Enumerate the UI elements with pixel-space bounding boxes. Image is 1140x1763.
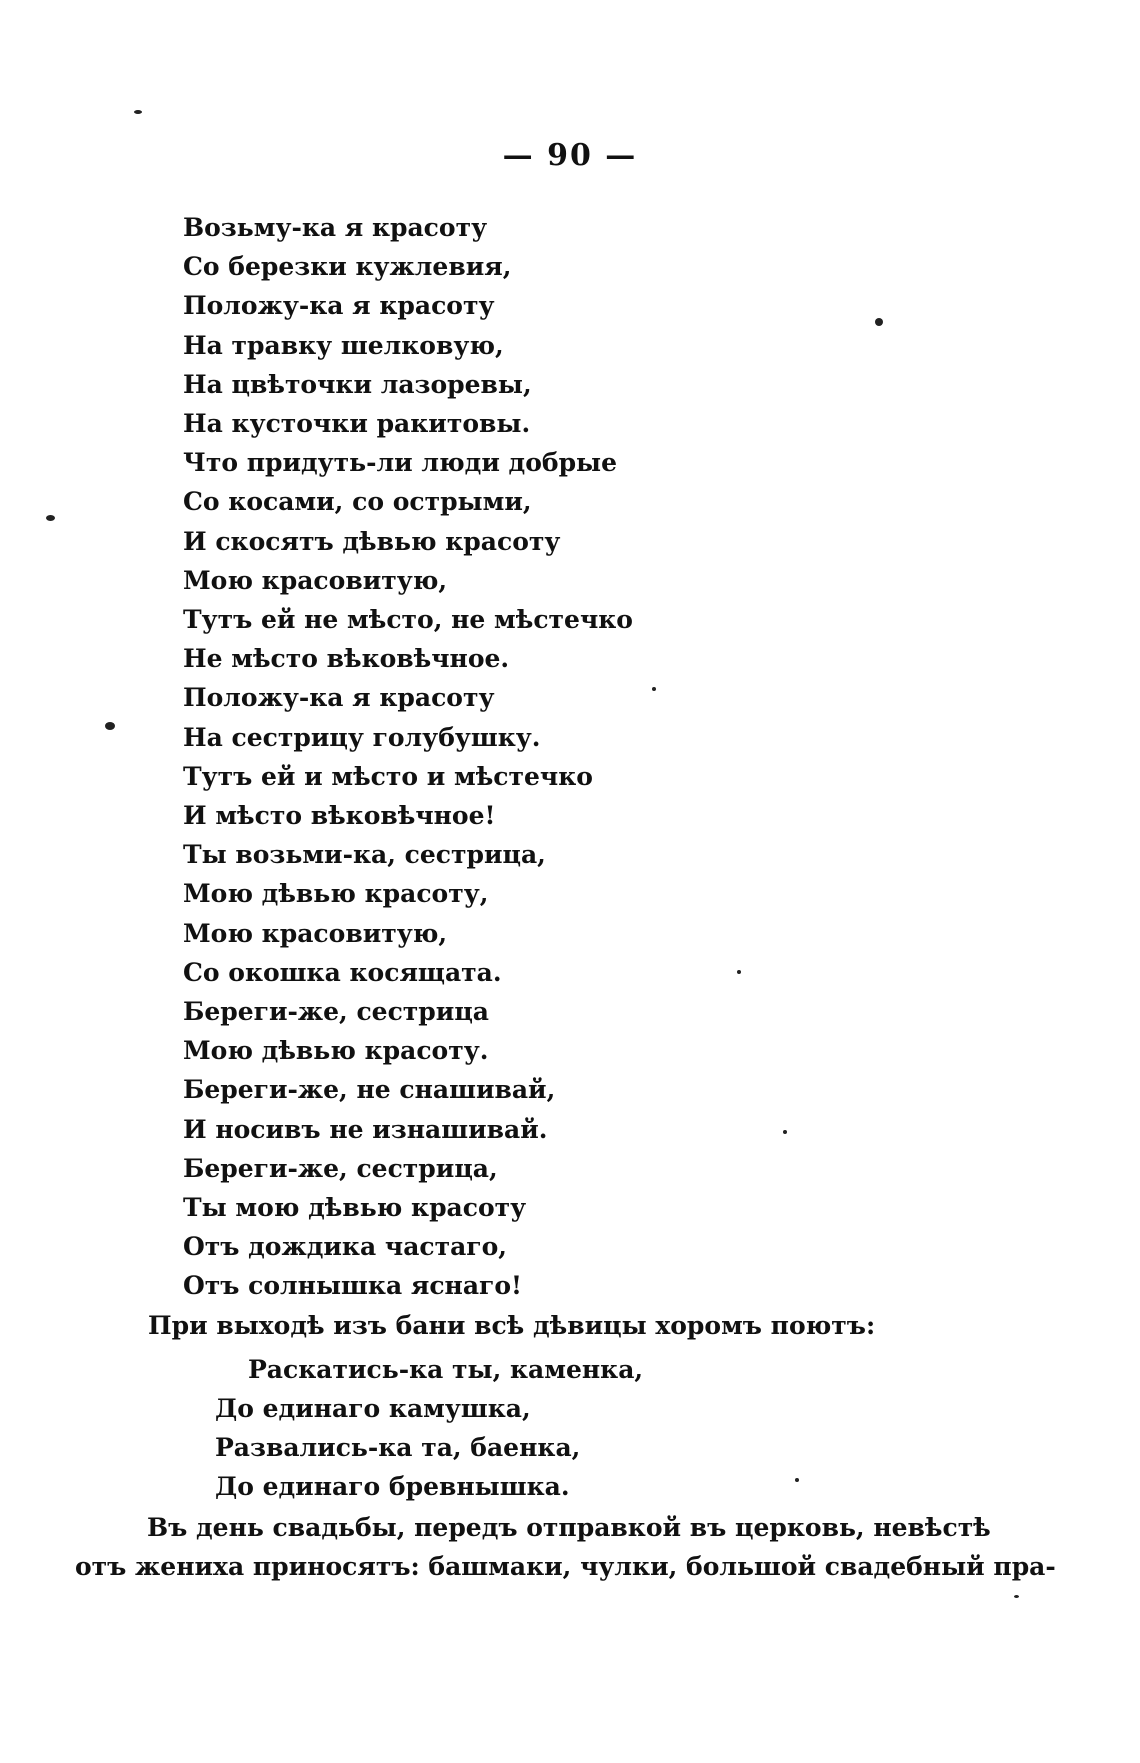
verse-line: И скосятъ дѣвью красоту [183,526,561,556]
verse-line: Мою дѣвью красоту. [183,1036,489,1066]
scan-speck [875,318,883,326]
paragraph-line: Въ день свадьбы, передъ отправкой въ церковь, невѣстѣ [147,1513,991,1542]
paragraph-line: отъ жениха приносятъ: башмаки, чулки, большой свадебный пра- [75,1552,1056,1581]
verse-line: И мѣсто вѣковѣчное! [183,801,496,831]
song-line: До единаго бревнышка. [215,1472,570,1501]
verse-line: Береги-же, не снашивай, [183,1075,556,1105]
scan-speck [783,1130,787,1134]
scan-speck [652,687,656,691]
verse-line: Береги-же, сестрица, [183,1153,498,1183]
verse-block [183,208,633,1306]
verse-line: Отъ дождика частаго, [183,1232,507,1262]
verse-line: Со березки кужлевия, [183,252,512,282]
verse-line: На кусточки ракитовы. [183,409,531,439]
verse-line: Тутъ ей не мѣсто, не мѣстечко [183,605,633,635]
verse-line: Положу-ка я красоту [183,291,495,321]
verse-line: Ты возьми-ка, сестрица, [183,840,546,870]
verse-line: Со окошка косящата. [183,957,502,987]
verse-line: И носивъ не изнашивай. [183,1114,548,1144]
scan-speck [105,722,115,730]
song-line: Раскатись-ка ты, каменка, [248,1355,644,1384]
verse-line: Тутъ ей и мѣсто и мѣстечко [183,761,593,791]
verse-line: Мою красовитую, [183,918,448,948]
verse-line: Возьму-ка я красоту [183,213,488,242]
paragraph [75,1508,1056,1586]
verse-line: Не мѣсто вѣковѣчное. [183,644,510,674]
scan-speck [134,110,142,114]
song-line: До единаго камушка, [215,1394,531,1423]
intro-line: При выходѣ изъ бани всѣ дѣвицы хоромъ поютъ: [148,1311,876,1340]
verse-line: Отъ солнышка яснаго! [183,1271,523,1301]
verse-line: На травку шелковую, [183,330,504,360]
verse-line: Со косами, со острыми, [183,487,532,517]
verse-line: На сестрицу голубушку. [183,722,541,752]
scan-speck [737,970,741,974]
scan-speck [46,515,55,521]
verse-line: Мою красовитую, [183,565,448,595]
verse-line: Что придуть-ли люди добрые [183,448,618,478]
song-line: Развались-ка та, баенка, [215,1433,581,1462]
verse-line: На цвѣточки лазоревы, [183,369,532,399]
verse-line: Береги-же, сестрица [183,997,489,1027]
scan-speck [795,1478,799,1482]
verse-line: Положу-ка я красоту [183,683,495,713]
verse-line: Мою дѣвью красоту, [183,879,489,909]
scan-speck [1014,1595,1019,1598]
verse-line: Ты мою дѣвью красоту [183,1193,527,1223]
page-number: — 90 — [502,138,638,173]
